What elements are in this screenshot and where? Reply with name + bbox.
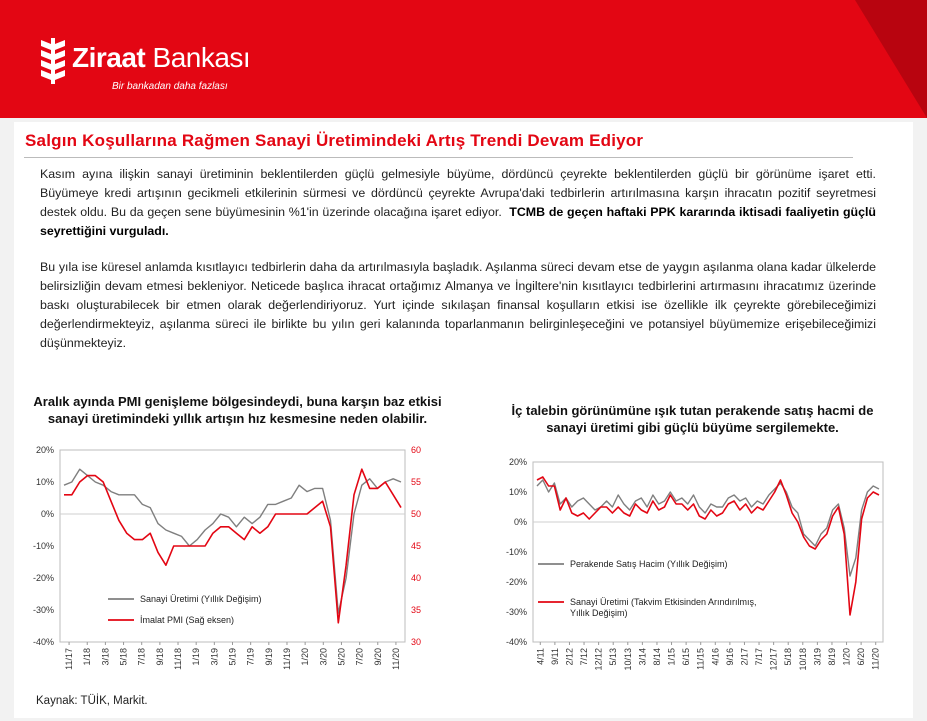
x-tick-label: 7/12: [579, 648, 590, 666]
plot-frame: [60, 450, 405, 642]
x-tick-label: 2/17: [739, 648, 750, 666]
x-tick-label: 4/16: [710, 648, 721, 666]
x-tick-label: 5/18: [783, 648, 794, 666]
legend-label-2: Sanayi Üretimi (Takvim Etkisinden Arındırılmış,: [570, 597, 757, 607]
y2-tick-label: 55: [411, 477, 422, 487]
title-divider: [24, 157, 853, 158]
y-tick-label: -20%: [32, 573, 54, 583]
banner-corner-decoration: [855, 0, 927, 118]
brand-tagline: Bir bankadan daha fazlası: [112, 81, 228, 92]
x-tick-label: 11/17: [64, 648, 75, 670]
header-banner: [0, 0, 927, 118]
x-tick-label: 7/20: [354, 648, 365, 666]
y-tick-label: 20%: [35, 445, 54, 455]
x-tick-label: 6/15: [681, 648, 692, 666]
x-tick-label: 12/12: [593, 648, 604, 671]
x-tick-label: 1/18: [82, 648, 93, 666]
paragraph-1-bold: TCMB de geçen haftaki PPK kararında iktisadi faaliyetin güçlü seyrettiğini vurguladı.: [40, 205, 876, 238]
paragraph-2: Bu yıla ise küresel anlamda kısıtlayıcı tedbirlerin daha da artırılmasıyla başladık. Aşılanma süreci devam etse de yaygın aşılanma olana kadar ülkelerde belirsizliğin devam etmesi bekleniyor. Neticede başlıca ihracat ortağımız Almanya ve İngiltere'nin kısıtlayıcı tedbirlerini artırmasını ihracatımız üzerinde baskı oluşturabilecek bir etmen olarak değerlendiriyoruz. Yurt içinde sıkılaşan finansal koşulların etkisi ise özellikle ilk çeyrekte görebileceğimizi değerlendirmekteyiz, aşılanma süreci ile birlikte bu yılın geri kalanında toparlanmanın belirginleşeceğini ve potansiyel büyümemize erişebileceğimizi düşünmekteyiz.: [40, 260, 876, 350]
y-tick-label: -10%: [32, 541, 54, 551]
y-tick-label: -30%: [505, 607, 527, 617]
y-tick-label: -30%: [32, 605, 54, 615]
x-tick-label: 5/18: [118, 648, 129, 666]
y-tick-label: 10%: [35, 477, 54, 487]
x-tick-label: 10/18: [797, 648, 808, 671]
y2-tick-label: 60: [411, 445, 422, 455]
chart-2-retail-industrial: [498, 452, 888, 687]
y-tick-label: -20%: [505, 577, 527, 587]
legend-label-2: Yıllık Değişim): [570, 608, 628, 618]
y-tick-label: 0%: [513, 517, 527, 527]
paragraph-1: [40, 165, 876, 241]
x-tick-label: 3/20: [318, 648, 329, 666]
x-tick-label: 5/19: [227, 648, 238, 666]
x-tick-label: 1/15: [666, 648, 677, 666]
y2-tick-label: 30: [411, 637, 422, 647]
chart-1-title: Aralık ayında PMI genişleme bölgesindeydi, buna karşın baz etkisi sanayi üretimindeki yıllık artışın hız kesmesine neden olabilir.: [33, 394, 442, 426]
x-tick-label: 6/20: [856, 648, 867, 666]
x-tick-label: 3/14: [637, 648, 648, 666]
x-tick-label: 9/18: [154, 648, 165, 666]
y2-tick-label: 45: [411, 541, 422, 551]
brand-name: [72, 42, 250, 74]
x-tick-label: 11/19: [281, 648, 292, 670]
legend-label-2: İmalat PMI (Sağ eksen): [140, 615, 235, 625]
x-tick-label: 5/20: [336, 648, 347, 666]
x-tick-label: 8/19: [826, 648, 837, 666]
y-tick-label: -10%: [505, 547, 527, 557]
x-tick-label: 9/16: [724, 648, 735, 666]
legend-label-1: Perakende Satış Hacim (Yıllık Değişim): [570, 559, 728, 569]
x-tick-label: 1/20: [841, 648, 852, 666]
y-tick-label: 10%: [508, 487, 527, 497]
x-tick-label: 12/17: [768, 648, 779, 671]
x-tick-label: 3/18: [100, 648, 111, 666]
x-tick-label: 9/11: [549, 648, 560, 665]
x-tick-label: 10/13: [622, 648, 633, 671]
brand-name-regular: Bankası: [145, 42, 251, 73]
y-tick-label: -40%: [505, 637, 527, 647]
x-tick-label: 9/19: [263, 648, 274, 666]
chart-1-pmi-industrial-production: [20, 442, 450, 687]
x-tick-label: 8/14: [651, 648, 662, 666]
y-tick-label: 0%: [40, 509, 54, 519]
page-title: Salgın Koşullarına Rağmen Sanayi Üretimindeki Artış Trendi Devam Ediyor: [25, 131, 644, 150]
x-tick-label: 3/19: [209, 648, 220, 666]
source-note: Kaynak: TÜİK, Markit.: [36, 695, 148, 707]
y-tick-label: -40%: [32, 637, 54, 647]
x-tick-label: 1/19: [191, 648, 202, 666]
x-tick-label: 11/18: [173, 648, 184, 670]
series-line-2: [537, 477, 879, 615]
brand-name-bold: Ziraat: [72, 42, 146, 73]
paragraph-1-text: Kasım ayına ilişkin sanayi üretiminin beklentilerden güçlü gelmesiyle büyüme, dördüncü çeyrekte beklentilerden güçlü bir görünüme işaret etti. Büyümeye kredi artışının gecikmeli etkilerinin sürmesi ve dördüncü çeyrekte Avrupa'daki tedbirlerin artırılmasına karşın ihracatın pozitif seyretmesi destek oldu. Bu da geçen sene büyümesinin %1'in üzerinde olacağına işaret ediyor.: [40, 167, 876, 219]
wheat-logo-icon: [38, 38, 68, 84]
x-tick-label: 11/20: [390, 648, 401, 670]
y2-tick-label: 35: [411, 605, 422, 615]
x-tick-label: 2/12: [564, 648, 575, 666]
legend-label-1: Sanayi Üretimi (Yıllık Değişim): [140, 594, 262, 604]
x-tick-label: 3/19: [812, 648, 823, 666]
x-tick-label: 11/15: [695, 648, 706, 670]
y2-tick-label: 50: [411, 509, 422, 519]
y2-tick-label: 40: [411, 573, 422, 583]
series-line-1: [64, 469, 401, 613]
x-tick-label: 11/20: [870, 648, 881, 670]
x-tick-label: 4/11: [535, 648, 546, 665]
x-tick-label: 7/17: [754, 648, 765, 666]
x-tick-label: 7/18: [136, 648, 147, 666]
y-tick-label: 20%: [508, 457, 527, 467]
x-tick-label: 5/13: [608, 648, 619, 666]
chart-2-title: İç talebin görünümüne ışık tutan perakende satış hacmi de sanayi üretimi gibi güçlü büyüme sergilemekte.: [511, 403, 874, 435]
x-tick-label: 9/20: [372, 648, 383, 666]
x-tick-label: 7/19: [245, 648, 256, 666]
x-tick-label: 1/20: [300, 648, 311, 666]
